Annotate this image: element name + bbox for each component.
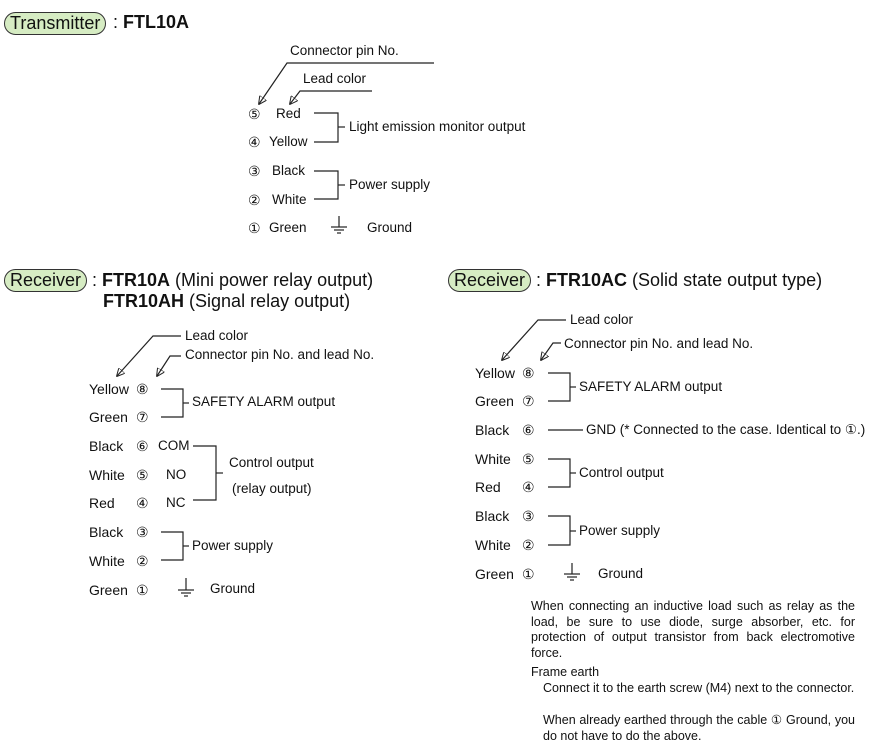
rx1-alarm-bracket — [161, 389, 183, 417]
rx2-ground-symbol — [564, 563, 580, 580]
rx1-lead-color: Red — [89, 495, 115, 511]
frame-earth-note-2: When already earthed through the cable ① Ground, you do not have to do the above. — [543, 713, 855, 743]
tx-light-emission-label: Light emission monitor output — [349, 119, 526, 134]
receiver-relay-model1-desc: (Mini power relay output) — [175, 270, 374, 290]
rx2-power-supply-label: Power supply — [579, 523, 661, 538]
receiver-relay-title2 — [103, 291, 350, 312]
rx2-pin-callout-line — [541, 343, 561, 360]
rx1-lead-color: Black — [89, 438, 124, 454]
rx2-pin-number: ⑥ — [522, 422, 535, 438]
transmitter-badge: Transmitter — [4, 12, 106, 35]
rx2-lead-color: Red — [475, 479, 501, 495]
rx2-ground-label: Ground — [598, 566, 644, 581]
receiver-ssr-model: FTR10AC — [546, 270, 628, 290]
rx1-control-bracket — [193, 446, 216, 500]
rx2-lead-callout-line — [502, 320, 566, 360]
tx-lead-callout-line — [290, 91, 372, 104]
tx-ground-symbol — [331, 216, 347, 233]
rx1-pin-number: ③ — [136, 524, 149, 540]
tx-pin-number: ② — [248, 192, 261, 208]
rx1-lead-color: White — [89, 467, 125, 483]
rx1-control-output-label: Control output — [229, 455, 314, 470]
receiver-ssr-title: : FTR10AC (Solid state output type) — [536, 270, 823, 290]
rx2-safety-alarm-label: SAFETY ALARM output — [579, 379, 723, 394]
rx1-pin-number: ④ — [136, 495, 149, 511]
rx2-gnd-label: GND (* Connected to the case. Identical to ①.) — [586, 422, 866, 437]
rx1-pin-number: ⑥ — [136, 438, 149, 454]
rx2-power-bracket — [548, 516, 570, 545]
rx2-lead-color: Black — [475, 508, 510, 524]
frame-earth-note-1: Connect it to the earth screw (M4) next to the connector. — [543, 681, 855, 695]
rx1-power-supply-label: Power supply — [192, 538, 274, 553]
tx-power-supply-label: Power supply — [349, 177, 431, 192]
rx1-ground-symbol — [178, 578, 194, 596]
frame-earth-title: Frame earth — [531, 665, 600, 679]
rx1-relay-output-label: (relay output) — [232, 481, 312, 496]
tx-pin-number: ⑤ — [248, 106, 261, 122]
rx1-pin-number: ⑦ — [136, 409, 149, 425]
transmitter-title: : FTL10A — [113, 12, 190, 32]
tx-lead-color: White — [272, 192, 307, 207]
rx2-pin-number: ⑧ — [522, 365, 535, 381]
receiver-ssr-model-desc: (Solid state output type) — [632, 270, 823, 290]
tx-power-bracket — [314, 171, 338, 199]
rx1-pin-number: ⑧ — [136, 381, 149, 397]
rx2-control-output-label: Control output — [579, 465, 664, 480]
rx2-lead-color: Green — [475, 566, 514, 582]
tx-pin-number: ④ — [248, 134, 261, 150]
rx2-lead-callout-label: Lead color — [570, 312, 634, 327]
rx1-terminal-nc: NC — [166, 495, 186, 510]
receiver-relay-badge: Receiver — [4, 269, 87, 292]
receiver-relay-title1: : FTR10A (Mini power relay output) — [92, 270, 374, 290]
tx-lead-color: Red — [276, 106, 301, 121]
rx2-lead-color: White — [475, 537, 511, 553]
rx1-pin-callout-line — [157, 356, 181, 376]
rx2-control-bracket — [548, 459, 570, 487]
receiver-relay-model2-desc: (Signal relay output) — [189, 291, 351, 311]
receiver-relay-model1: FTR10A — [102, 270, 171, 290]
rx2-pin-callout-label: Connector pin No. and lead No. — [564, 336, 754, 351]
rx2-pin-number: ③ — [522, 508, 535, 524]
rx2-lead-color: White — [475, 451, 511, 467]
rx1-lead-color: Yellow — [89, 381, 129, 397]
rx2-pin-number: ⑦ — [522, 393, 535, 409]
inductive-load-note: When connecting an inductive load such as relay as the load, be sure to use diode, surge absorber, etc. for protection of output transistor from back electromotive force. — [531, 599, 855, 660]
rx2-lead-color: Black — [475, 422, 510, 438]
transmitter-model: FTL10A — [123, 12, 190, 32]
tx-lead-color: Yellow — [269, 134, 308, 149]
tx-light-bracket — [314, 113, 338, 142]
tx-pin-callout-label: Connector pin No. — [290, 43, 399, 58]
rx2-lead-color: Yellow — [475, 365, 515, 381]
rx1-lead-color: Green — [89, 409, 128, 425]
tx-pin-number: ③ — [248, 163, 261, 179]
tx-pin-number: ① — [248, 220, 261, 236]
tx-lead-color: Green — [269, 220, 307, 235]
rx2-pin-number: ② — [522, 537, 535, 553]
rx1-lead-color: Black — [89, 524, 124, 540]
tx-ground-label: Ground — [367, 220, 413, 235]
rx1-lead-callout-label: Lead color — [185, 328, 249, 343]
rx1-pin-callout-label: Connector pin No. and lead No. — [185, 347, 375, 362]
rx1-lead-color: White — [89, 553, 125, 569]
rx2-pin-number: ⑤ — [522, 451, 535, 467]
rx2-lead-color: Green — [475, 393, 514, 409]
rx2-pin-number: ① — [522, 566, 535, 582]
rx1-pin-number: ⑤ — [136, 467, 149, 483]
rx2-alarm-bracket — [548, 373, 570, 401]
rx2-pin-number: ④ — [522, 479, 535, 495]
rx1-pin-number: ① — [136, 582, 149, 598]
rx1-power-bracket — [161, 532, 183, 560]
rx1-ground-label: Ground — [210, 581, 256, 596]
rx1-safety-alarm-label: SAFETY ALARM output — [192, 394, 336, 409]
tx-lead-color: Black — [272, 163, 306, 178]
rx1-lead-color: Green — [89, 582, 128, 598]
rx1-terminal-no: NO — [166, 467, 187, 482]
receiver-relay-model2: FTR10AH — [103, 291, 185, 311]
rx1-terminal-com: COM — [158, 438, 190, 453]
receiver-ssr-badge: Receiver — [448, 269, 531, 292]
rx1-pin-number: ② — [136, 553, 149, 569]
tx-lead-callout-label: Lead color — [303, 71, 367, 86]
